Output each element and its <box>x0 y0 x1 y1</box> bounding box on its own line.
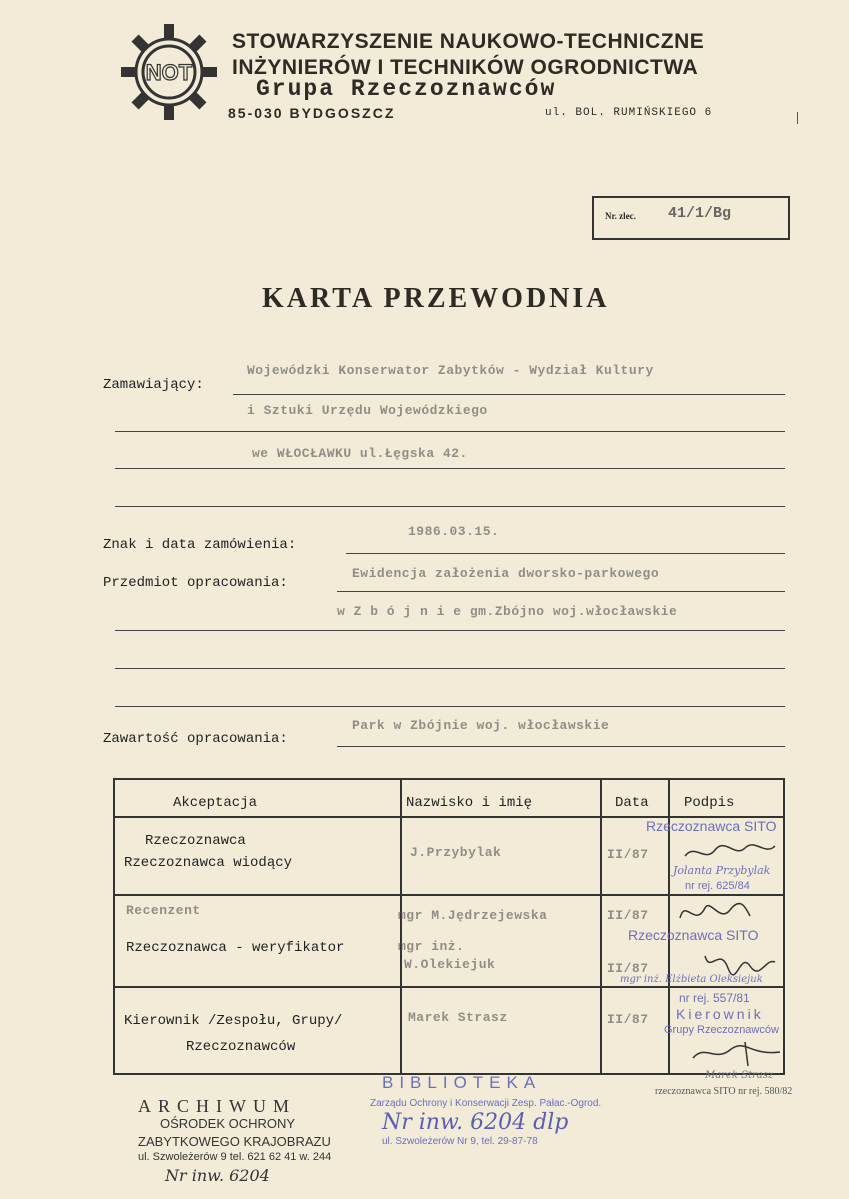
subject-rule1 <box>337 591 785 592</box>
row2-name1: mgr M.Jędrzejewska <box>398 908 548 923</box>
org-postal-city: 85-030 BYDGOSZCZ <box>228 105 396 121</box>
signature-oleksiejuk <box>700 946 780 976</box>
org-group-name: Grupa Rzeczoznawców <box>256 76 557 102</box>
table-header-acceptance: Akceptacja <box>173 795 258 811</box>
table-header-date: Data <box>615 795 649 811</box>
signature-jedrzejewska <box>675 898 755 928</box>
table-header-signature: Podpis <box>684 795 735 811</box>
registry-value: 41/1/Bg <box>668 205 732 222</box>
library-stamp-institution: Zarządu Ochrony i Konserwacji Zesp. Pałac.-Ogrod. <box>370 1098 602 1109</box>
stamp2-reg: nr rej. 557/81 <box>679 991 750 1005</box>
client-line1: Wojewódzki Konserwator Zabytków - Wydział Kultury <box>247 363 654 378</box>
table-col-divider <box>600 778 602 1075</box>
stamp3-title: Kierownik <box>676 1006 764 1022</box>
archive-title: ARCHIWUM <box>138 1096 296 1116</box>
subject-label: Przedmiot opracowania: <box>103 575 288 591</box>
client-line3: we WŁOCŁAWKU ul.Łęgska 42. <box>252 446 468 461</box>
client-rule3 <box>115 468 785 469</box>
row2-name3: W.Olekiejuk <box>404 957 496 972</box>
client-label: Zamawiający: <box>103 377 204 393</box>
row2-name2: mgr inż. <box>398 939 465 954</box>
order-rule <box>346 553 785 554</box>
row3-role1: Kierownik /Zespołu, Grupy/ <box>124 1013 343 1029</box>
svg-text:NOT: NOT <box>145 60 193 85</box>
row2-date2: II/87 <box>607 961 649 976</box>
archive-inventory-handwritten: Nr inw. 6204 <box>165 1166 270 1185</box>
org-name-line1: STOWARZYSZENIE NAUKOWO-TECHNICZNE <box>232 30 705 53</box>
table-row-divider <box>113 986 785 988</box>
row3-name: Marek Strasz <box>408 1010 508 1025</box>
row1-role1: Rzeczoznawca <box>145 833 246 849</box>
stamp3-name: Marek Strasz <box>705 1070 774 1081</box>
row1-role2: Rzeczoznawca wiodący <box>124 855 293 871</box>
row1-name: J.Przybylak <box>410 845 502 860</box>
client-rule1 <box>233 394 785 395</box>
contents-rule <box>337 746 785 747</box>
stamp2-name: mgr inż. Elżbieta Oleksiejuk <box>620 974 763 985</box>
margin-tick <box>797 112 798 124</box>
table-header-name: Nazwisko i imię <box>406 795 533 811</box>
row1-date: II/87 <box>607 847 649 862</box>
row3-date: II/87 <box>607 1012 649 1027</box>
row2-date1: II/87 <box>607 908 649 923</box>
client-line2: i Sztuki Urzędu Wojewódzkiego <box>247 403 488 418</box>
stamp1-title: Rzeczoznawca SITO <box>646 818 777 834</box>
subject-line2: w Z b ó j n i e gm.Zbójno woj.włocławskie <box>337 604 678 619</box>
stamp3-group: Grupy Rzeczoznawców <box>664 1024 779 1036</box>
stamp3-reg: rzeczoznawca SITO nr rej. 580/82 <box>655 1086 793 1097</box>
row3-role2: Rzeczoznawców <box>186 1039 296 1055</box>
archive-line3: ZABYTKOWEGO KRAJOBRAZU <box>138 1134 331 1149</box>
org-street: ul. BOL. RUMIŃSKIEGO 6 <box>545 107 713 119</box>
subject-rule2 <box>115 630 785 631</box>
table-row-divider <box>113 894 785 896</box>
client-rule2 <box>115 431 785 432</box>
order-label: Znak i data zamówienia: <box>103 537 297 553</box>
table-col-divider <box>400 778 402 1075</box>
registry-label: Nr. zlec. <box>605 211 636 221</box>
library-inventory-number: Nr inw. 6204 dlp <box>382 1110 569 1135</box>
contents-value: Park w Zbójnie woj. włocławskie <box>352 718 610 733</box>
row2-role2: Rzeczoznawca - weryfikator <box>126 940 345 956</box>
archive-address: ul. Szwoleżerów 9 tel. 621 62 41 w. 244 <box>138 1151 332 1163</box>
library-stamp-address: ul. Szwoleżerów Nr 9, tel. 29-87-78 <box>382 1136 538 1147</box>
order-value: 1986.03.15. <box>408 524 500 539</box>
stamp1-name: Jolanta Przybylak <box>673 864 771 877</box>
library-stamp-title: BIBLIOTEKA <box>382 1073 542 1092</box>
subject-rule4 <box>115 706 785 707</box>
row2-role1: Recenzent <box>126 903 201 918</box>
stamp1-reg: nr rej. 625/84 <box>685 880 750 892</box>
org-name-line2: INŻYNIERÓW I TECHNIKÓW OGRODNICTWA <box>232 56 699 79</box>
signature-strasz <box>690 1040 785 1068</box>
page-title: KARTA PRZEWODNIA <box>262 283 610 314</box>
contents-label: Zawartość opracowania: <box>103 731 288 747</box>
archive-line2: OŚRODEK OCHRONY <box>160 1116 296 1131</box>
not-gear-logo <box>115 18 223 126</box>
client-rule4 <box>115 506 785 507</box>
stamp2-title: Rzeczoznawca SITO <box>628 927 759 943</box>
subject-rule3 <box>115 668 785 669</box>
subject-line1: Ewidencja założenia dworsko-parkowego <box>352 566 660 581</box>
